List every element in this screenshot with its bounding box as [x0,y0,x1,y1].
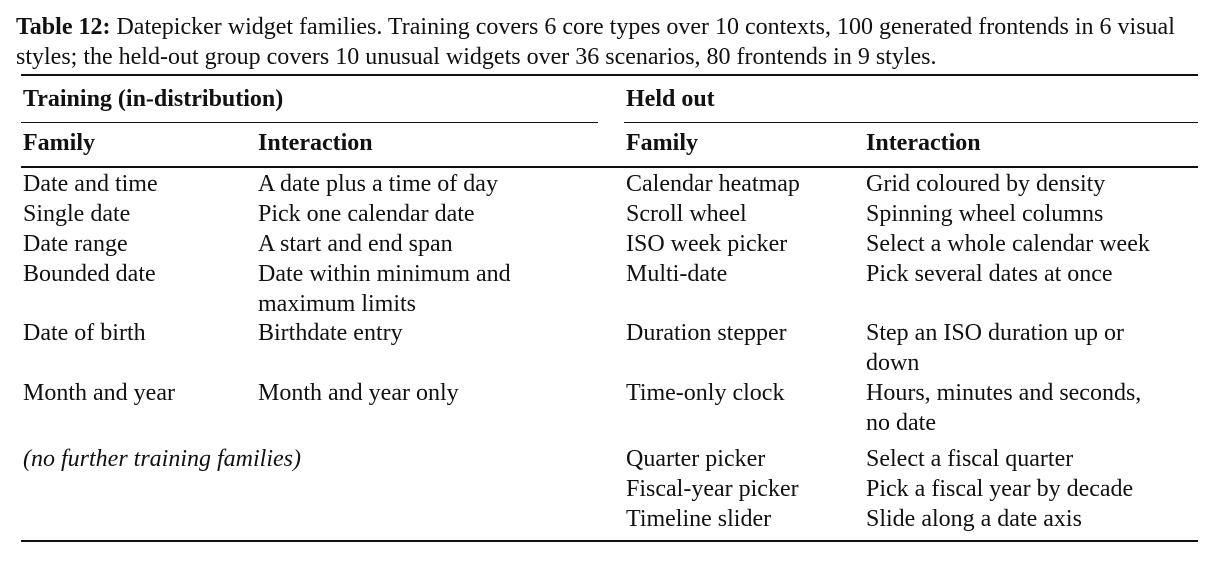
heldout-interaction-cell: Select a whole calendar week [866,231,1150,257]
training-family-cell: Single date [23,201,131,227]
group-header-heldout: Held out [626,86,715,112]
heldout-interaction-cell: Pick several dates at once [866,261,1113,287]
col-header-family-training: Family [23,130,95,156]
heldout-family-cell: Scroll wheel [626,201,747,227]
training-interaction-cell: A start and end span [258,231,453,257]
heldout-family-cell: ISO week picker [626,231,788,257]
training-interaction-cell: maximum limits [258,291,417,317]
heldout-interaction-cell: Grid coloured by density [866,171,1106,197]
caption-text: Datepicker widget families. Training covers 6 core types over 10 contexts, 100 generated frontends in 6 visual styles; the held-out group covers 10 unusual widgets over 36 scenarios, 80 frontends in 9 styles. [16,14,1175,70]
col-header-interaction-training: Interaction [258,130,373,156]
heldout-family-cell: Quarter picker [626,446,766,472]
heldout-interaction-cell: Slide along a date axis [866,506,1082,532]
heldout-interaction-cell: Pick a fiscal year by decade [866,476,1134,502]
heldout-interaction-cell: Hours, minutes and seconds, [866,380,1142,406]
heldout-interaction-cell: no date [866,410,936,436]
heldout-family-cell: Calendar heatmap [626,171,800,197]
col-header-family-heldout: Family [626,130,698,156]
training-family-cell: Date and time [23,171,158,197]
training-interaction-cell: A date plus a time of day [258,171,498,197]
heldout-interaction-cell: Spinning wheel columns [866,201,1104,227]
training-interaction-cell: Date within minimum and [258,261,511,287]
heldout-interaction-cell: Step an ISO duration up or [866,320,1124,346]
heldout-family-cell: Time-only clock [626,380,785,406]
heldout-family-cell: Multi-date [626,261,728,287]
heldout-family-cell: Timeline slider [626,506,772,532]
training-interaction-cell: Birthdate entry [258,320,403,346]
heldout-interaction-cell: down [866,350,920,376]
training-interaction-cell: Pick one calendar date [258,201,475,227]
top-rule [21,74,1198,76]
heldout-family-cell: Fiscal-year picker [626,476,799,502]
training-family-cell: Bounded date [23,261,156,287]
heldout-interaction-cell: Select a fiscal quarter [866,446,1074,472]
header-rule [21,166,1198,168]
training-note: (no further training families) [23,446,301,472]
table-caption [16,12,1211,72]
heldout-family-cell: Duration stepper [626,320,787,346]
training-family-cell: Date of birth [23,320,146,346]
training-family-cell: Month and year [23,380,175,406]
group-rule-training [21,122,598,123]
group-header-training: Training (in-distribution) [23,86,284,112]
training-family-cell: Date range [23,231,128,257]
caption-label: Table 12: [16,14,111,40]
training-interaction-cell: Month and year only [258,380,459,406]
bottom-rule [21,540,1198,542]
group-rule-heldout [624,122,1198,123]
col-header-interaction-heldout: Interaction [866,130,981,156]
